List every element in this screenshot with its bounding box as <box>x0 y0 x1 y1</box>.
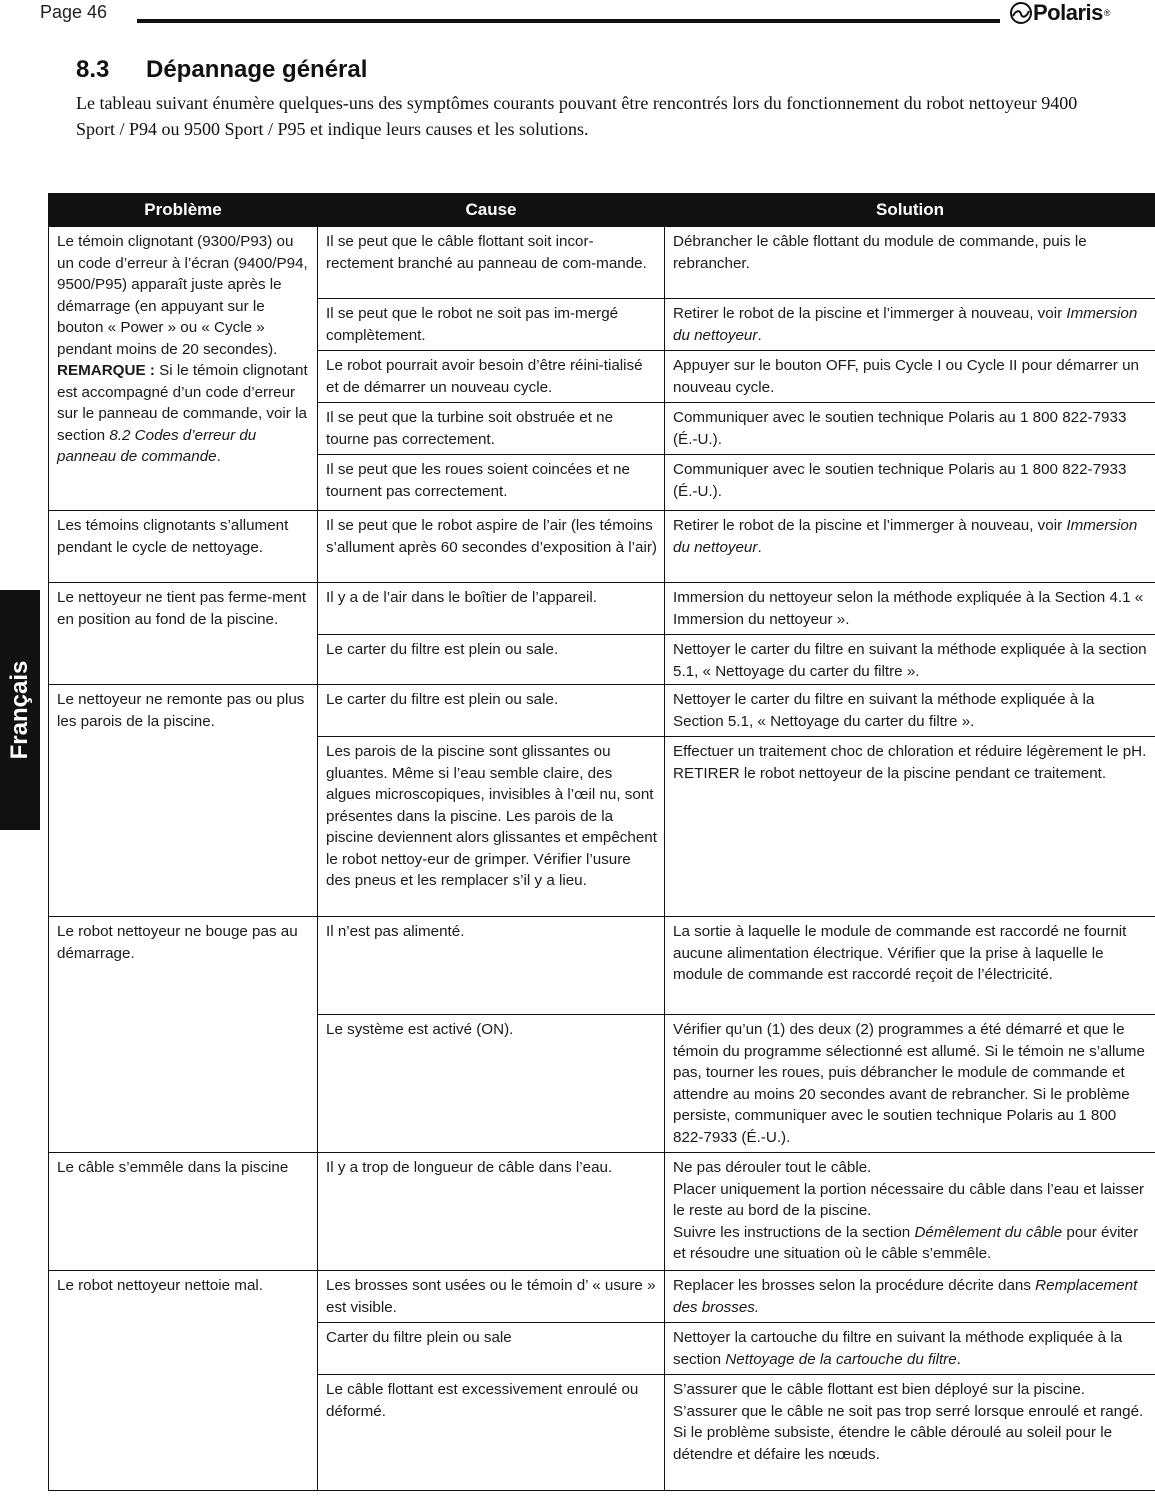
table-row <box>49 227 1155 299</box>
solution-ref: Remplacement des brosses. <box>673 1277 1138 1316</box>
note-ref: 8.2 Codes d’erreur du panneau de commande <box>57 426 257 465</box>
table-row <box>49 1153 1155 1271</box>
solution-line-2: Placer uniquement la portion nécessaire du câble dans l’eau et laisser le reste au bord de la piscine. <box>673 1180 1145 1219</box>
solution-text: Retirer le robot de la piscine et l’immerger à nouveau, voir <box>673 517 1067 534</box>
table-header-row <box>49 194 1155 227</box>
cause-cell: Le système est activé (ON). <box>318 1015 665 1153</box>
solution-end: . <box>757 538 762 556</box>
table-row <box>49 1271 1155 1323</box>
solution-cell: Nettoyer le carter du filtre en suivant la méthode expliquée à la Section 5.1, « Nettoyage du carter du filtre ». <box>665 685 1155 737</box>
solution-end: . <box>956 1350 961 1368</box>
solution-cell: La sortie à laquelle le module de commande est raccordé ne fournit aucune alimentation électrique. Vérifier que la prise à laquelle le module de commande est raccordé reçoit de l’électricité. <box>665 917 1155 1015</box>
solution-cell: Effectuer un traitement choc de chloration et réduire légèrement le pH. RETIRER le robot nettoyeur de la piscine pendant ce traitement. <box>665 737 1155 917</box>
header-solution: Solution <box>665 194 1155 227</box>
table-row <box>49 511 1155 583</box>
cause-cell: Les brosses sont usées ou le témoin d’ « usure » est visible. <box>318 1271 665 1323</box>
header-rule <box>137 19 1000 23</box>
problem-cell: Le robot nettoyeur ne bouge pas au démarrage. <box>49 917 318 1153</box>
section-title <box>76 56 367 84</box>
solution-line-1: Ne pas dérouler tout le câble. <box>673 1159 872 1176</box>
solution-text: Replacer les brosses selon la procédure décrite dans <box>673 1277 1036 1294</box>
cause-cell: Le robot pourrait avoir besoin d’être réini-tialisé et de démarrer un nouveau cycle. <box>318 351 665 403</box>
language-side-tab <box>0 590 40 830</box>
problem-text: Le témoin clignotant (9300/P93) ou un code d’erreur à l’écran (9400/P94, 9500/P95) apparaît juste après le démarrage (en appuyant sur le bouton « Power » ou « Cycle » pendant moins de 20 secondes). <box>57 233 308 358</box>
solution-cell <box>665 511 1155 583</box>
cause-cell: Il y a de l’air dans le boîtier de l’appareil. <box>318 583 665 635</box>
cause-cell: Carter du filtre plein ou sale <box>318 1323 665 1375</box>
solution-text: Nettoyer la cartouche du filtre en suivant la méthode expliquée à la section <box>673 1329 1123 1368</box>
solution-cell: Communiquer avec le soutien technique Polaris au 1 800 822-7933 (É.-U.). <box>665 455 1155 511</box>
solution-end: . <box>757 326 762 344</box>
cause-cell: Il y a trop de longueur de câble dans l’eau. <box>318 1153 665 1271</box>
cause-cell: Il se peut que les roues soient coincées et ne tournent pas correctement. <box>318 455 665 511</box>
solution-cell: Communiquer avec le soutien technique Polaris au 1 800 822-7933 (É.-U.). <box>665 403 1155 455</box>
note-text: Si le témoin clignotant est accompagné d’un code d’erreur sur le panneau de commande, voir la section <box>57 362 308 444</box>
solution-cell: Vérifier qu’un (1) des deux (2) programmes a été démarré et que le témoin du programme sélectionné est allumé. Si le témoin ne s’allume pas, tourner les roues, puis débrancher le module de commande et attendre au moins 20 secondes avant de rebrancher. Si le problème persiste, communiquer avec le soutien technique Polaris au 1 800 822-7933 (É.-U.). <box>665 1015 1155 1153</box>
problem-cell: Le câble s’emmêle dans la piscine <box>49 1153 318 1271</box>
polaris-wave-icon <box>1010 2 1032 24</box>
solution-ref: Nettoyage de la cartouche du filtre <box>725 1350 957 1368</box>
cause-cell: Les parois de la piscine sont glissantes ou gluantes. Même si l’eau semble claire, des algues microscopiques, invisibles à l’œil nu, sont présentes dans la piscine. Les parois de la piscine deviennent alors glissantes et empêchent le robot nettoy-eur de grimper. Vérifier l’usure des pneus et les remplacer s’il y a lieu. <box>318 737 665 917</box>
page-number: Page 46 <box>40 2 108 22</box>
table-row <box>49 583 1155 635</box>
cause-cell: Il se peut que le robot aspire de l’air (les témoins s’allument après 60 secondes d’exposition à l’air) <box>318 511 665 583</box>
solution-text: Retirer le robot de la piscine et l’immerger à nouveau, voir <box>673 305 1067 322</box>
polaris-logo <box>1010 0 1110 26</box>
solution-end: pour éviter et résoudre une situation où le câble s’emmêle. <box>673 1223 1139 1262</box>
brand-name: Polaris <box>1033 0 1103 25</box>
solution-cell <box>665 1153 1155 1271</box>
header-cause: Cause <box>318 194 665 227</box>
solution-cell: Nettoyer le carter du filtre en suivant la méthode expliquée à la section 5.1, « Nettoyage du carter du filtre ». <box>665 635 1155 685</box>
cause-cell: Il se peut que le robot ne soit pas im-mergé complètement. <box>318 299 665 351</box>
cause-cell: Il se peut que la turbine soit obstruée et ne tourne pas correctement. <box>318 403 665 455</box>
problem-cell: Le robot nettoyeur nettoie mal. <box>49 1271 318 1491</box>
note-label: REMARQUE : <box>57 362 155 379</box>
section-number: 8.3 <box>76 56 110 83</box>
solution-cell: Immersion du nettoyeur selon la méthode expliquée à la Section 4.1 « Immersion du nettoyeur ». <box>665 583 1155 635</box>
registered-mark: ® <box>1103 8 1111 18</box>
solution-cell: Appuyer sur le bouton OFF, puis Cycle I ou Cycle II pour démarrer un nouveau cycle. <box>665 351 1155 403</box>
solution-line-3 <box>673 1222 1149 1265</box>
header-probleme: Problème <box>49 194 318 227</box>
cause-cell: Le carter du filtre est plein ou sale. <box>318 635 665 685</box>
cause-cell: Le câble flottant est excessivement enroulé ou déformé. <box>318 1375 665 1491</box>
problem-cell: Le nettoyeur ne tient pas ferme-ment en position au fond de la piscine. <box>49 583 318 685</box>
table-row <box>49 917 1155 1015</box>
cause-cell: Il se peut que le câble flottant soit incor-rectement branché au panneau de com-mande. <box>318 227 665 299</box>
cause-cell: Le carter du filtre est plein ou sale. <box>318 685 665 737</box>
solution-ref: Immersion du nettoyeur <box>673 517 1138 556</box>
table-row <box>49 685 1155 737</box>
problem-cell <box>49 227 318 511</box>
solution-ref: Immersion du nettoyeur <box>673 305 1138 344</box>
note-end: . <box>216 448 221 465</box>
solution-cell <box>665 1271 1155 1323</box>
section-intro: Le tableau suivant énumère quelques-uns des symptômes courants pouvant être rencontrés lors du fonctionnement du robot nettoyeur 9400 Sport / P94 ou 9500 Sport / P95 et indique leurs causes et les solutions. <box>76 93 1078 139</box>
solution-cell: S’assurer que le câble flottant est bien déployé sur la piscine. S’assurer que le câble ne soit pas trop serré lorsque enroulé et rangé. Si le problème subsiste, étendre le câble déroulé au soleil pour le détendre et défaire les nœuds. <box>665 1375 1155 1491</box>
page-header <box>0 0 1155 40</box>
solution-cell: Débrancher le câble flottant du module de commande, puis le rebrancher. <box>665 227 1155 299</box>
troubleshooting-table <box>48 193 1155 1491</box>
solution-cell <box>665 299 1155 351</box>
language-label: Français <box>6 660 33 760</box>
solution-text: Suivre les instructions de la section <box>673 1223 915 1241</box>
section-heading: Dépannage général <box>146 56 368 83</box>
cause-cell: Il n’est pas alimenté. <box>318 917 665 1015</box>
problem-cell: Le nettoyeur ne remonte pas ou plus les parois de la piscine. <box>49 685 318 917</box>
problem-cell: Les témoins clignotants s’allument pendant le cycle de nettoyage. <box>49 511 318 583</box>
solution-cell <box>665 1323 1155 1375</box>
solution-ref: Démêlement du câble <box>914 1223 1063 1241</box>
